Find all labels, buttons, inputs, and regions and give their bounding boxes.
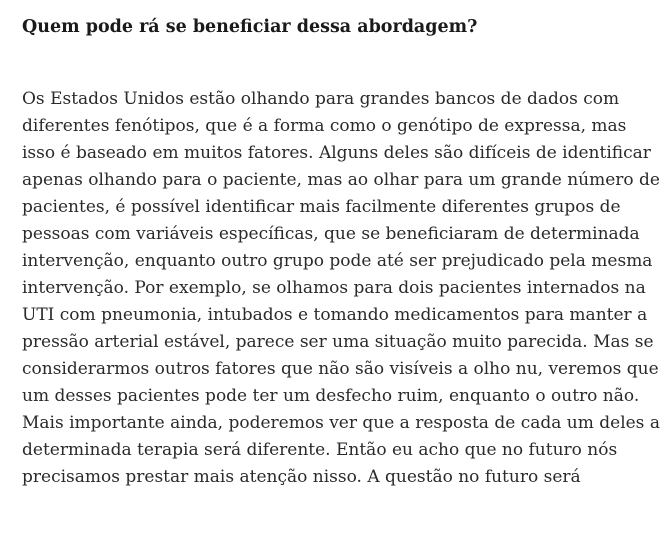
paragraph-line: UTI com pneumonia, intubados e tomando medicamentos para manter a	[22, 305, 648, 325]
paragraph-line: considerarmos outros fatores que não são visíveis a olho nu, veremos que	[22, 359, 659, 379]
paragraph-line: pacientes, é possível identificar mais facilmente diferentes grupos de	[22, 197, 621, 217]
section-heading: Quem pode rá se beneficiar dessa abordagem?	[22, 17, 478, 37]
paragraph-line: Mais importante ainda, poderemos ver que a resposta de cada um deles a	[22, 413, 660, 433]
paragraph-line: intervenção. Por exemplo, se olhamos para dois pacientes internados na	[22, 278, 646, 298]
paragraph-line: apenas olhando para o paciente, mas ao olhar para um grande número de	[22, 170, 660, 190]
paragraph-line: Os Estados Unidos estão olhando para grandes bancos de dados com	[22, 89, 620, 109]
paragraph-line: isso é baseado em muitos fatores. Alguns deles são difíceis de identificar	[22, 143, 651, 163]
paragraph-line: precisamos prestar mais atenção nisso. A questão no futuro será	[22, 467, 581, 487]
paragraph-line: determinada terapia será diferente. Então eu acho que no futuro nós	[22, 440, 618, 460]
paragraph-line: diferentes fenótipos, que é a forma como o genótipo de expressa, mas	[22, 116, 627, 136]
paragraph-line: pessoas com variáveis específicas, que se beneficiaram de determinada	[22, 224, 640, 244]
paragraph-line: intervenção, enquanto outro grupo pode até ser prejudicado pela mesma	[22, 251, 653, 271]
article-paragraph	[22, 86, 662, 491]
paragraph-line: um desses pacientes pode ter um desfecho ruim, enquanto o outro não.	[22, 386, 640, 406]
paragraph-line: pressão arterial estável, parece ser uma situação muito parecida. Mas se	[22, 332, 654, 352]
